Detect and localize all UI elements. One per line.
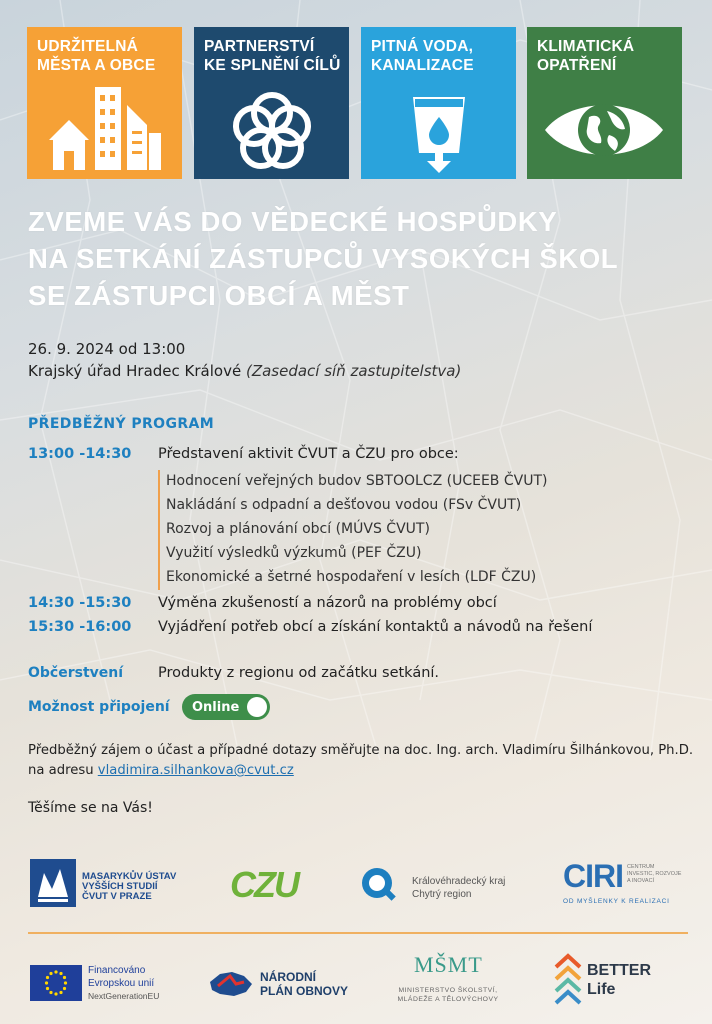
muvs-emblem-icon [30, 859, 76, 907]
eu-flag-icon [30, 965, 82, 1001]
connection-label: Možnost připojení [28, 699, 170, 715]
event-venue-note: (Zasedací síň zastupitelstva) [245, 362, 462, 380]
refreshments-value: Produkty z regionu od začátku setkání. [158, 665, 440, 681]
program-desc: Vyjádření potřeb obcí a získání kontaktů a návodů na řešení [158, 619, 593, 635]
sdg-tile-title-line1: KLIMATICKÁ [537, 38, 635, 55]
czech-map-icon [206, 968, 254, 1000]
program-desc: Představení aktivit ČVUT a ČZU pro obce: [158, 446, 459, 462]
npo-line2: PLÁN OBNOVY [260, 984, 349, 998]
sdg-tile-title-line1: PARTNERSTVÍ [204, 38, 315, 55]
page-title-line1: ZVEME VÁS DO VĚDECKÉ HOSPŮDKY [28, 206, 558, 237]
refreshments-label: Občerstvení [28, 665, 124, 681]
npo-logo [206, 964, 361, 1004]
contact-email-line [28, 761, 698, 781]
npo-line1: NÁRODNÍ [260, 970, 316, 984]
sdg-tile-title-line1: PITNÁ VODA, [371, 38, 474, 55]
ciri-tagline: OD MYŠLENKY K REALIZACI [563, 898, 670, 905]
muvs-line3: ČVUT V PRAZE [82, 891, 152, 902]
city-buildings-icon [47, 85, 162, 171]
sdg-tile-title [37, 37, 177, 75]
water-glass-icon [409, 95, 469, 175]
eu-line1: Financováno [88, 965, 146, 976]
program-subitems [158, 470, 547, 590]
program-title: PŘEDBĚŽNÝ PROGRAM [28, 416, 215, 432]
event-venue: Krajský úřad Hradec Králové [28, 362, 242, 380]
contact-info [28, 741, 698, 781]
ciri-logo [563, 858, 685, 912]
sdg-tile-title [537, 37, 677, 75]
closing-text: Těšíme se na Vás! [28, 800, 153, 816]
kraj-line1: Královéhradecký kraj [412, 876, 506, 887]
ciri-name: CIRI [563, 858, 623, 894]
online-toggle-label: Online [192, 699, 240, 715]
program-subitem: Nakládání s odpadní a dešťovou vodou (FSv ČVUT) [158, 494, 547, 518]
eu-line2: Evropskou unií [88, 977, 155, 989]
eu-line3: NextGenerationEU [88, 991, 160, 1001]
program-subitem: Ekonomické a šetrné hospodaření v lesích (LDF ČZU) [158, 566, 547, 590]
ciri-sub1: CENTRUM [627, 864, 655, 870]
program-time: 15:30 -16:00 [28, 619, 132, 635]
program-time: 13:00 -14:30 [28, 446, 132, 462]
sdg-tile-title-line1: UDRŽITELNÁ [37, 38, 139, 55]
kraj-line2: Chytrý region [412, 889, 472, 900]
better-line1: BETTER [587, 962, 651, 979]
toggle-knob [247, 697, 267, 717]
event-venue-line [28, 360, 461, 382]
better-life-logo [553, 953, 683, 1011]
sdg-tile-title [204, 37, 344, 75]
contact-line: Předběžný zájem o účast a případné dotazy směřujte na doc. Ing. arch. Vladimíru Šilhánkovou, Ph.D. [28, 743, 694, 758]
czu-logo [230, 865, 310, 905]
rings-icon [229, 89, 315, 175]
sdg-tile-climate-action [527, 27, 682, 179]
msmt-line1: MINISTERSTVO ŠKOLSTVÍ, [398, 987, 498, 994]
ciri-sub3: A INOVACÍ [627, 878, 655, 884]
event-date: 26. 9. 2024 od 13:00 [28, 340, 186, 358]
program-subitem: Hodnocení veřejných budov SBTOOLCZ (UCEEB ČVUT) [158, 470, 547, 494]
sdg-tile-title [371, 37, 511, 75]
program-subitem: Rozvoj a plánování obcí (MÚVS ČVUT) [158, 518, 547, 542]
kraj-search-icon [358, 864, 400, 906]
kraj-logo [358, 864, 518, 908]
sdg-tile-sustainable-cities [27, 27, 182, 179]
sdg-tile-title-line2: KE SPLNĚNÍ CÍLŮ [204, 57, 341, 74]
contact-prefix: na adresu [28, 763, 94, 778]
muvs-logo [30, 859, 200, 911]
msmt-mark: MŠMT [414, 952, 483, 977]
sdg-tile-partnership [194, 27, 349, 179]
page-title-line3: SE ZÁSTUPCI OBCÍ A MĚST [28, 280, 410, 311]
page-title-line2: NA SETKÁNÍ ZÁSTUPCŮ VYSOKÝCH ŠKOL [28, 243, 619, 274]
sdg-tile-title-line2: OPATŘENÍ [537, 57, 617, 74]
better-line2: Life [587, 981, 616, 998]
muvs-line2: VYŠŠÍCH STUDIÍ [82, 881, 158, 892]
program-desc: Výměna zkušeností a názorů na problémy obcí [158, 595, 497, 611]
online-toggle[interactable] [182, 694, 270, 720]
msmt-logo [386, 952, 510, 1012]
sdg-tile-title-line2: MĚSTA A OBCE [37, 57, 156, 74]
program-time: 14:30 -15:30 [28, 595, 132, 611]
page-title [28, 203, 698, 314]
eye-globe-icon [541, 95, 667, 165]
sdg-tile-clean-water [361, 27, 516, 179]
sdg-tile-title-line2: KANALIZACE [371, 57, 474, 74]
contact-email-link[interactable]: vladimira.silhankova@cvut.cz [97, 763, 294, 778]
czu-logo-text: CZU [230, 864, 298, 905]
muvs-line1: MASARYKŮV ÚSTAV [82, 871, 177, 882]
event-details [28, 338, 461, 382]
msmt-line2: MLÁDEŽE A TĚLOVÝCHOVY [397, 996, 499, 1003]
logo-divider [28, 932, 688, 934]
program-subitem: Využití výsledků výzkumů (PEF ČZU) [158, 542, 547, 566]
better-life-house-icon [553, 953, 583, 1009]
eu-logo [30, 965, 180, 1005]
ciri-sub2: INVESTIC, ROZVOJE [627, 871, 682, 877]
